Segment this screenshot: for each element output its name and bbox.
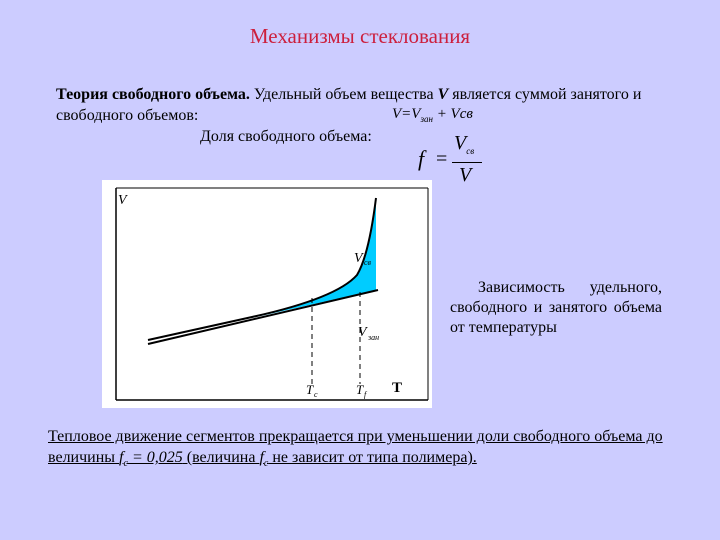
y-axis-label: V	[118, 193, 127, 208]
x-axis-label: T	[392, 380, 403, 396]
bottom-text-a: Тепловое движение сегментов прекращается при уменьшении доли свободного объема до величины	[48, 428, 663, 466]
bottom-fc2: f	[259, 449, 264, 466]
formula-sub: зан	[420, 114, 433, 124]
bottom-value: = 0,025	[127, 449, 183, 466]
free-volume-area	[148, 200, 376, 342]
occupied-volume-line	[148, 290, 378, 344]
formula-lhs: V=V	[392, 106, 421, 122]
bottom-text-b: (величина	[182, 449, 260, 466]
figure-caption: Зависимость удельного, свободного и занятого объема от температуры	[450, 279, 662, 336]
fraction-bar	[452, 162, 482, 163]
vsv-sub: св	[364, 258, 372, 267]
bottom-fc2-sub: c	[263, 458, 269, 470]
fraction-label: Доля свободного объема:	[200, 128, 372, 145]
intro-text-b: является суммой занятого и свободного объемов:	[56, 86, 642, 124]
fraction-denominator: V	[459, 164, 472, 186]
bottom-text-c: не зависит от типа полимера).	[268, 449, 477, 466]
fraction-equals: =	[436, 148, 448, 170]
bottom-paragraph	[48, 426, 674, 474]
vsv-label: V	[354, 251, 363, 266]
bottom-fc: f	[119, 449, 124, 466]
vzan-label: V	[358, 325, 367, 340]
intro-lead: Теория свободного объема.	[56, 86, 250, 103]
tc-label: T	[306, 382, 314, 397]
figure-svg	[102, 180, 432, 408]
intro-symbol-v: V	[437, 86, 449, 103]
slide-title: Механизмы стеклования	[249, 24, 471, 48]
formula-rest: + Vсв	[432, 106, 473, 122]
bottom-fc-sub: c	[123, 458, 128, 470]
tf-sub: f	[364, 390, 367, 399]
fraction-f: f	[418, 146, 425, 171]
fraction-num-v: V	[454, 132, 467, 154]
volume-temperature-figure	[102, 180, 432, 408]
tf-label: T	[356, 382, 364, 397]
intro-paragraph	[56, 84, 676, 126]
fraction-numerator	[454, 132, 474, 156]
specific-volume-curve	[148, 198, 376, 340]
vzan-sub: зан	[368, 333, 380, 342]
intro-text-a: Удельный объем вещества	[249, 86, 438, 103]
fraction-num-sub: св	[466, 146, 475, 156]
tc-sub: c	[314, 390, 318, 399]
volume-formula	[392, 106, 473, 124]
